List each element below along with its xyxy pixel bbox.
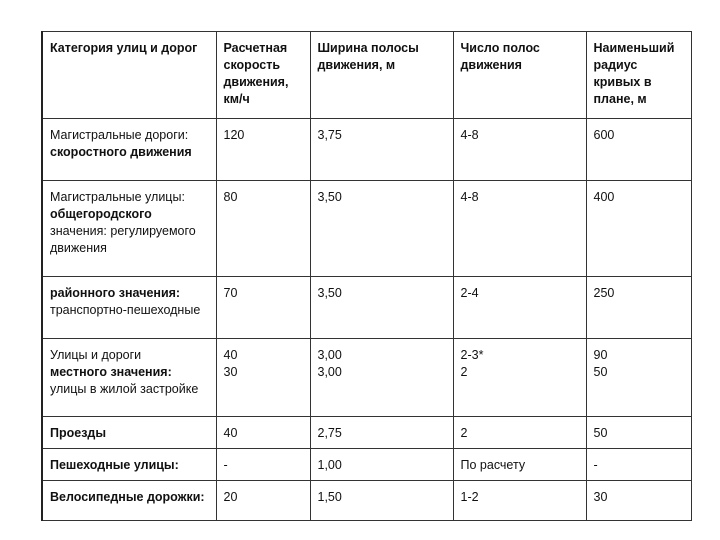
lane-width-cell: 3,75 (310, 119, 453, 181)
table-row (42, 417, 691, 449)
speed-cell (216, 339, 310, 417)
lane-count-cell: 1-2 (453, 481, 586, 521)
category-cell (42, 277, 216, 339)
category-text: Магистральные дороги: (50, 128, 189, 142)
lane-width-cell: 3,50 (310, 277, 453, 339)
table-header-row (42, 32, 691, 119)
category-cell: Пешеходные улицы: (42, 449, 216, 481)
speed-cell: 20 (216, 481, 310, 521)
lane-count-cell: 2 (453, 417, 586, 449)
category-subtext: улицы в жилой застройке (50, 382, 199, 396)
category-bold-text: районного значения: (50, 286, 181, 300)
lane-width-value-2: 3,00 (317, 365, 342, 379)
table-row (42, 481, 691, 521)
lane-count-cell: 2-4 (453, 277, 586, 339)
category-subtext: транспортно-пешеходные (50, 303, 201, 317)
table-row (42, 181, 691, 277)
radius-cell: - (586, 449, 691, 481)
lane-count-value: 2-3* (460, 348, 484, 362)
speed-value: 40 (223, 348, 238, 362)
speed-cell: 80 (216, 181, 310, 277)
table-row (42, 339, 691, 417)
category-bold-text: скоростного движения (50, 145, 192, 159)
category-text: Магистральные улицы: (50, 190, 185, 204)
lane-width-cell (310, 339, 453, 417)
speed-cell: 40 (216, 417, 310, 449)
lane-width-cell: 3,50 (310, 181, 453, 277)
header-lane-width: Ширина полосы движения, м (310, 32, 453, 119)
radius-cell: 400 (586, 181, 691, 277)
header-min-radius: Наименьший радиус кривых в плане, м (586, 32, 691, 119)
lane-count-cell: 4-8 (453, 181, 586, 277)
lane-count-cell: 4-8 (453, 119, 586, 181)
radius-value-2: 50 (593, 365, 608, 379)
speed-cell: 120 (216, 119, 310, 181)
lane-width-value: 3,00 (317, 348, 342, 362)
speed-cell: 70 (216, 277, 310, 339)
radius-cell: 30 (586, 481, 691, 521)
lane-width-cell: 1,50 (310, 481, 453, 521)
radius-cell: 600 (586, 119, 691, 181)
category-cell: Велосипедные дорожки: (42, 481, 216, 521)
category-cell (42, 339, 216, 417)
table-row (42, 277, 691, 339)
category-subtext: значения: регулируемого движения (50, 224, 196, 255)
table-row (42, 449, 691, 481)
lane-width-cell: 1,00 (310, 449, 453, 481)
speed-value-2: 30 (223, 365, 238, 379)
lane-count-cell (453, 339, 586, 417)
radius-cell: 50 (586, 417, 691, 449)
header-speed: Расчетная скорость движения, км/ч (216, 32, 310, 119)
lane-count-cell: По расчету (453, 449, 586, 481)
category-text: Улицы и дороги (50, 348, 142, 362)
speed-cell: - (216, 449, 310, 481)
radius-cell (586, 339, 691, 417)
category-bold-text: общегородского (50, 207, 152, 221)
header-lane-count: Число полос движения (453, 32, 586, 119)
header-category: Категория улиц и дорог (42, 32, 216, 119)
radius-value: 90 (593, 348, 608, 362)
category-bold-text: местного значения: (50, 365, 172, 379)
category-cell (42, 181, 216, 277)
category-cell (42, 119, 216, 181)
radius-cell: 250 (586, 277, 691, 339)
lane-width-cell: 2,75 (310, 417, 453, 449)
table-row (42, 119, 691, 181)
road-category-table (41, 31, 692, 521)
category-cell: Проезды (42, 417, 216, 449)
lane-count-value-2: 2 (460, 365, 468, 379)
